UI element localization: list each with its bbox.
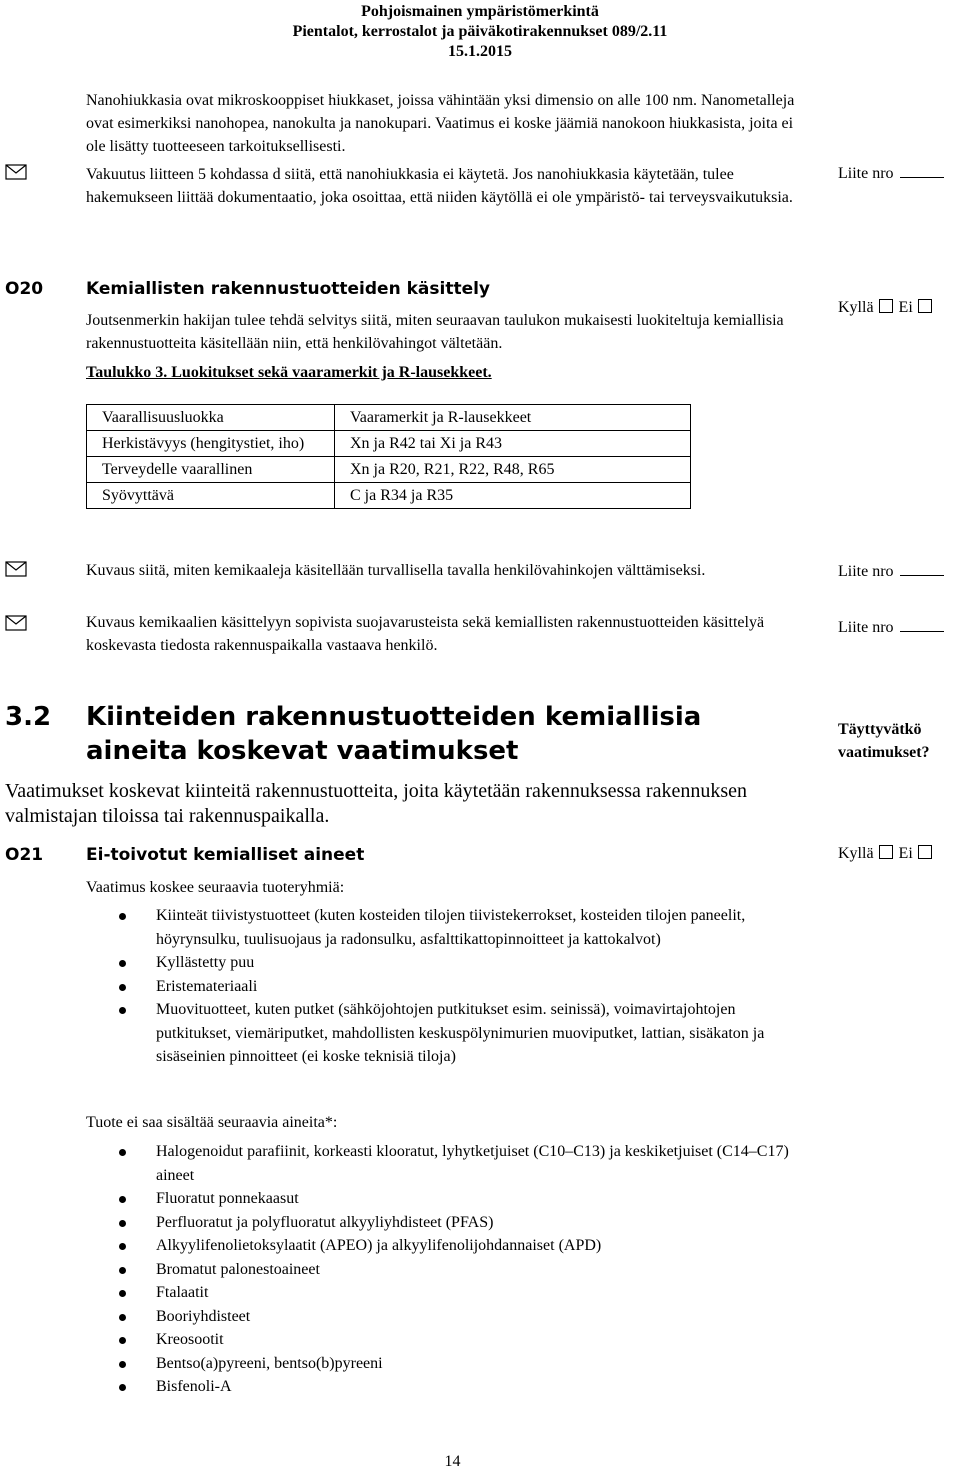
list-item: Alkyylifenolietoksylaatit (APEO) ja alkyylifenolijohdannaiset (APD) — [86, 1234, 806, 1258]
list-item: Kyllästetty puu — [86, 951, 806, 975]
nano-paragraph: Nanohiukkasia ovat mikroskooppiset hiukkaset, joissa vähintään yksi dimensio on alle 100 nm. Nanometalleja ovat esimerkiksi nanohopea, nanokulta ja nanokupari. Vaatimus ei koske jäämiä nanokoon hiukkasista, joita ei ole lisätty tuotteeseen tarkoituksellisesti. — [86, 92, 795, 155]
o20-document-1: Kuvaus siitä, miten kemikaaleja käsitellään turvallisella tavalla henkilövahinkojen välttämiseksi. — [86, 562, 706, 579]
table-cell: Xn ja R42 tai Xi ja R43 — [335, 431, 691, 457]
section-number: 3.2 — [5, 702, 52, 732]
table-caption: Taulukko 3. Luokitukset sekä vaaramerkit ja R-lausekkeet. — [86, 364, 492, 381]
o20-description: Joutsenmerkin hakijan tulee tehdä selvitys siitä, miten seuraavan taulukon mukaisesti luokiteltuja kemiallisia rakennustuotteita käsitellään niin, että henkilövahingot vältetään. — [86, 312, 784, 352]
page-number: 14 — [444, 1453, 461, 1470]
bullet-icon — [119, 1196, 126, 1203]
envelope-icon — [5, 163, 27, 181]
list-item: Muovituotteet, kuten putket (sähköjohtojen putkitukset esim. seinissä), voimavirtajohtojen putkitukset, viemäriputket, mahdollisten keskuspölynimurien muoviputket, lattian, sisäkaton ja sisäseinien pinnoitteet (ei koske teknisiä tiloja) — [86, 998, 806, 1069]
attachment-number-field[interactable] — [838, 163, 944, 183]
section-title: Kiinteiden rakennustuotteiden kemiallisia aineita koskevat vaatimukset — [86, 702, 702, 766]
list-item: Bentso(a)pyreeni, bentso(b)pyreeni — [86, 1352, 806, 1376]
bullet-icon — [119, 1243, 126, 1250]
list-item: Booriyhdisteet — [86, 1305, 806, 1329]
attachment-number-field[interactable] — [838, 617, 944, 637]
yes-checkbox[interactable] — [879, 299, 893, 313]
bullet-icon — [119, 1361, 126, 1368]
substance-list — [86, 1140, 806, 1399]
table-row — [87, 431, 691, 457]
bullet-icon — [119, 1220, 126, 1227]
header-document: Pientalot, kerrostalot ja päiväkotirakennukset 089/2.11 — [292, 23, 668, 40]
list-item: Halogenoidut parafiinit, korkeasti klooratut, lyhytketjuiset (C10–C13) ja keskiketjuiset (C14–C17) aineet — [86, 1140, 806, 1187]
list-item: Fluoratut ponnekaasut — [86, 1187, 806, 1211]
no-label: Ei — [898, 845, 913, 862]
no-checkbox[interactable] — [918, 845, 932, 859]
table-header-cell: Vaarallisuusluokka — [87, 405, 335, 431]
product-group-list — [86, 904, 806, 1069]
table-cell: C ja R34 ja R35 — [335, 483, 691, 509]
table-header-cell: Vaaramerkit ja R-lausekkeet — [335, 405, 691, 431]
header-date: 15.1.2015 — [448, 43, 512, 60]
no-label: Ei — [898, 299, 913, 316]
table-row — [87, 457, 691, 483]
list-item: Ftalaatit — [86, 1281, 806, 1305]
bullet-icon — [119, 984, 126, 991]
bullet-icon — [119, 1007, 126, 1014]
table-cell: Syövyttävä — [87, 483, 335, 509]
bullet-icon — [119, 1337, 126, 1344]
table-cell: Xn ja R20, R21, R22, R48, R65 — [335, 457, 691, 483]
table-header-row — [87, 405, 691, 431]
yes-label: Kyllä — [838, 299, 874, 316]
list-item: Kiinteät tiivistystuotteet (kuten kosteiden tilojen tiivistekerrokset, kosteiden tilojen paneelit, höyrynsulku, tuulisuojaus ja radonsulku, asfalttikattopinnoitteet ja kattokalvot) — [86, 904, 806, 951]
envelope-icon — [5, 614, 27, 632]
list-item: Eristemateriaali — [86, 975, 806, 999]
bullet-icon — [119, 1314, 126, 1321]
bullet-icon — [119, 1290, 126, 1297]
compliance-column-label: Täyttyvätkö vaatimukset? — [838, 721, 930, 761]
liite-label: Liite nro — [838, 165, 894, 182]
envelope-icon — [5, 560, 27, 578]
o21-lead-2: Tuote ei saa sisältää seuraavia aineita*: — [86, 1114, 338, 1131]
yes-checkbox[interactable] — [879, 845, 893, 859]
list-item: Bromatut palonestoaineet — [86, 1258, 806, 1282]
table-row — [87, 483, 691, 509]
bullet-icon — [119, 1149, 126, 1156]
yes-label: Kyllä — [838, 845, 874, 862]
requirement-title-o21: Ei-toivotut kemialliset aineet — [86, 845, 365, 865]
bullet-icon — [119, 1267, 126, 1274]
requirement-title-o20: Kemiallisten rakennustuotteiden käsittely — [86, 279, 491, 299]
requirement-code-o21: O21 — [5, 845, 44, 865]
list-item: Bisfenoli-A — [86, 1375, 806, 1399]
classification-table — [86, 404, 691, 509]
liite-label: Liite nro — [838, 563, 894, 580]
section-intro: Vaatimukset koskevat kiinteitä rakennustuotteita, joita käytetään rakennuksessa rakennuksen valmistajan tiloissa tai rakennuspaikalla. — [5, 780, 747, 827]
o21-lead: Vaatimus koskee seuraavia tuoteryhmiä: — [86, 879, 345, 896]
liite-label: Liite nro — [838, 619, 894, 636]
o21-compliance — [838, 845, 938, 863]
nano-declaration-text: Vakuutus liitteen 5 kohdassa d siitä, että nanohiukkasia ei käytetä. Jos nanohiukkasia käytetään, tulee hakemukseen liittää dokumentaatio, joka osoittaa, että niiden käytöllä ei ole ympäristö- tai terveysvaikutuksia. — [86, 166, 793, 206]
o20-document-2: Kuvaus kemikaalien käsittelyyn sopivista suojavarusteista sekä kemiallisten rakennustuotteiden käsittelyä koskevasta tiedosta rakennuspaikalla vastaava henkilö. — [86, 614, 765, 654]
header-organization: Pohjoismainen ympäristömerkintä — [361, 3, 599, 20]
no-checkbox[interactable] — [918, 299, 932, 313]
table-cell: Terveydelle vaarallinen — [87, 457, 335, 483]
attachment-number-field[interactable] — [838, 561, 944, 581]
list-item: Kreosootit — [86, 1328, 806, 1352]
table-cell: Herkistävyys (hengitystiet, iho) — [87, 431, 335, 457]
o20-compliance — [838, 299, 938, 317]
bullet-icon — [119, 960, 126, 967]
bullet-icon — [119, 913, 126, 920]
requirement-code-o20: O20 — [5, 279, 44, 299]
bullet-icon — [119, 1384, 126, 1391]
list-item: Perfluoratut ja polyfluoratut alkyyliyhdisteet (PFAS) — [86, 1211, 806, 1235]
